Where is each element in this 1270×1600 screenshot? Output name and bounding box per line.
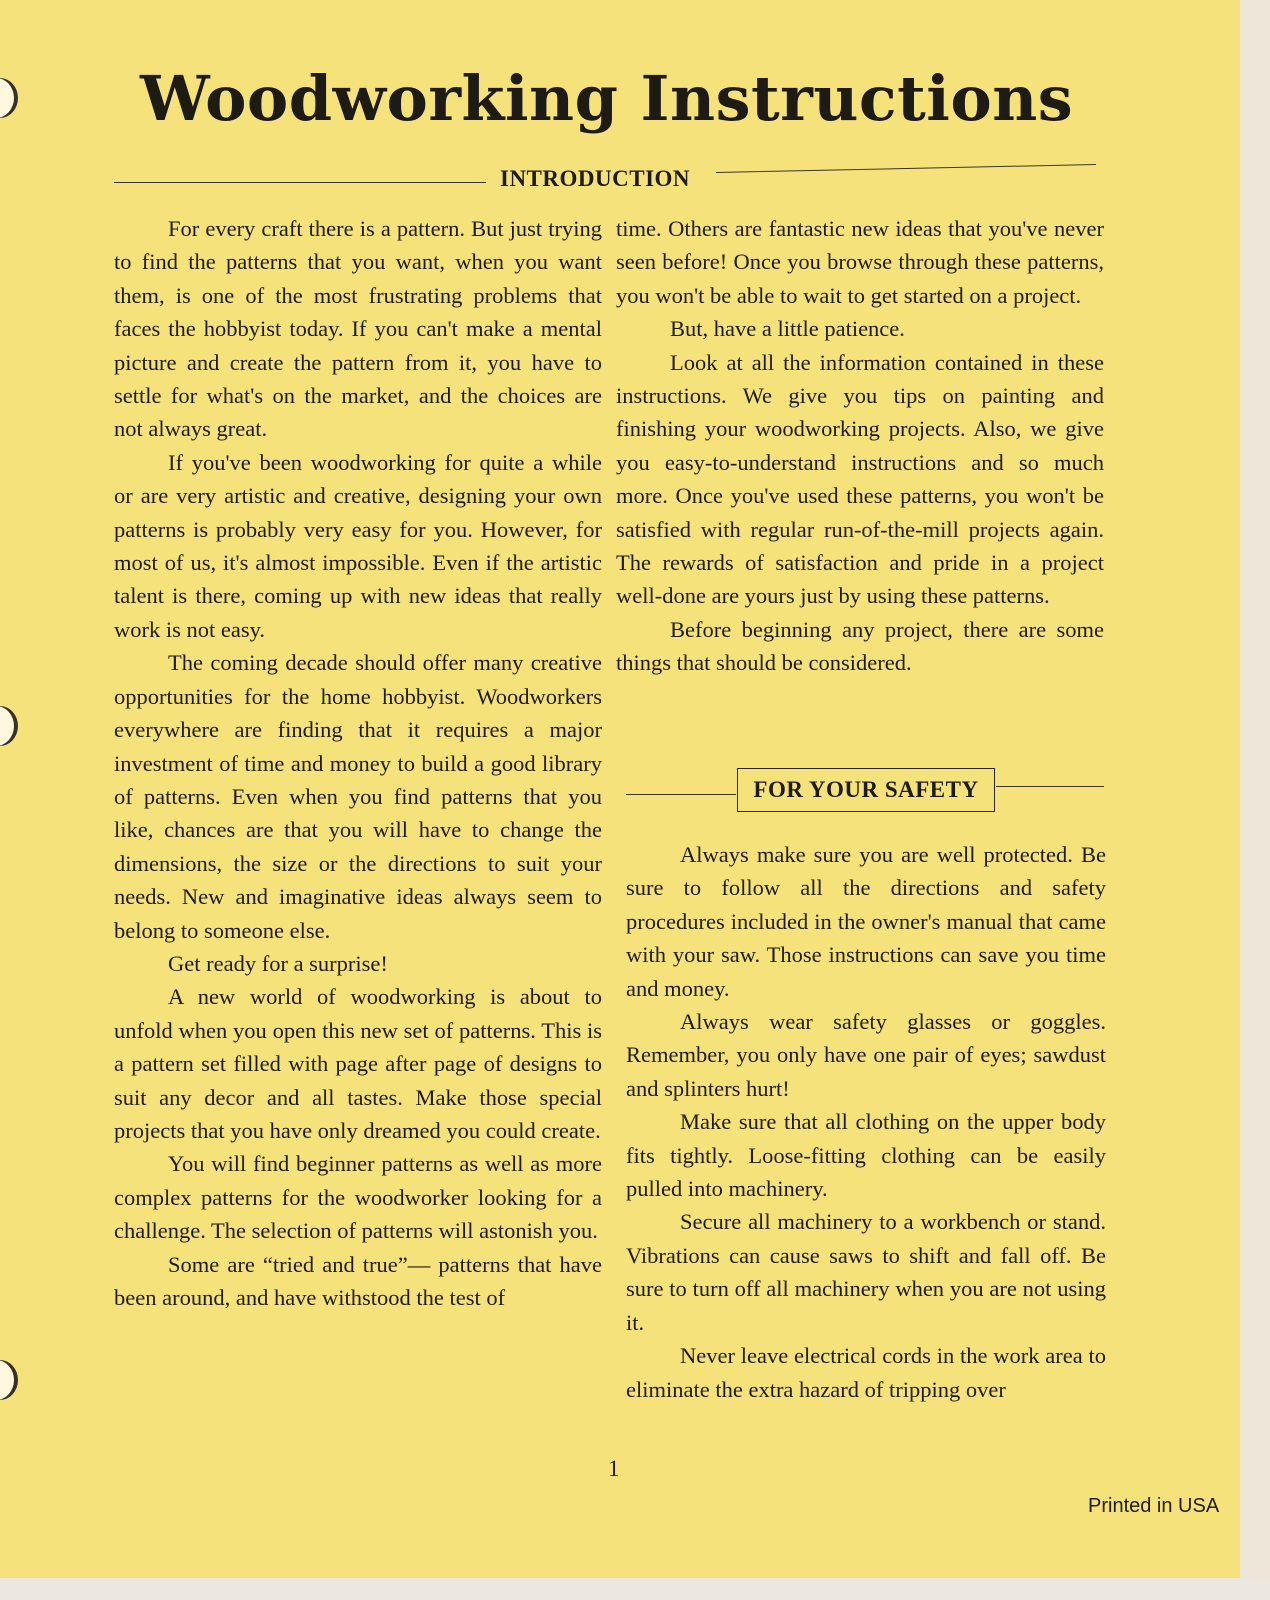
left-column [114, 212, 602, 1314]
paragraph: Always make sure you are well protected. Be sure to follow all the directions and safety procedures included in the owner's manual that came with your saw. Those instructions can save you time and money. [626, 842, 1106, 1001]
paragraph: If you've been woodworking for quite a while or are very artistic and creative, designing your own patterns is probably very easy for you. However, for most of us, it's almost impossible. Even if the artistic talent is there, coming up with new ideas that really work is not easy. [114, 449, 602, 642]
safety-heading: FOR YOUR SAFETY [737, 768, 995, 812]
paragraph: Secure all machinery to a workbench or stand. Vibrations can cause saws to shift and fall off. Be sure to turn off all machinery when you are not using it. [626, 1209, 1106, 1335]
paragraph: Some are “tried and true”— patterns that have been around, and have withstood the test of [114, 1251, 602, 1310]
paragraph: Make sure that all clothing on the upper body fits tightly. Loose-fitting clothing can be easily pulled into machinery. [626, 1109, 1106, 1202]
page-number: 1 [608, 1456, 620, 1481]
paragraph: You will find beginner patterns as well as more complex patterns for the woodworker looking for a challenge. The selection of patterns will astonish you. [114, 1151, 602, 1244]
paragraph: The coming decade should offer many creative opportunities for the home hobbyist. Woodworkers everywhere are finding that it requires a major investment of time and money to build a good library of patterns. Even when you find patterns that you like, chances are that you will have to change the dimensions, the size or the directions to suit your needs. New and imaginative ideas always seem to belong to someone else. [114, 650, 602, 943]
paragraph: time. Others are fantastic new ideas that you've never seen before! Once you browse through these patterns, you won't be able to wait to get started on a project. [616, 216, 1104, 308]
right-column-intro [616, 212, 1104, 680]
safety-rule-left [626, 794, 736, 795]
binder-sheet-edge [0, 1578, 1270, 1600]
intro-rule-right [716, 164, 1096, 173]
binder-hole [0, 78, 18, 118]
paragraph: Look at all the information contained in these instructions. We give you tips on painting and finishing your woodworking projects. Also, we give you easy-to-understand instructions and so much more. Once you've used these patterns, you won't be satisfied with regular run-of-the-mill projects again. The rewards of satisfaction and pride in a project well-done are yours just by using these patterns. [616, 349, 1104, 609]
page-edge [1240, 0, 1270, 1600]
paragraph: For every craft there is a pattern. But just trying to find the patterns that you want, when you want them, is one of the most frustrating problems that faces the hobbyist today. If you can't make a mental picture and create the pattern from it, you have to settle for what's on the market, and the choices are not always great. [114, 216, 602, 442]
paragraph: Before beginning any project, there are some things that should be considered. [616, 616, 1104, 676]
right-column-safety [626, 838, 1106, 1406]
binder-hole [0, 1360, 18, 1400]
page-title: Woodworking Instructions [140, 62, 1074, 135]
paragraph: Get ready for a surprise! [168, 950, 388, 976]
paragraph: But, have a little patience. [670, 316, 905, 342]
paragraph: Always wear safety glasses or goggles. Remember, you only have one pair of eyes; sawdust and splinters hurt! [626, 1009, 1106, 1101]
introduction-heading: INTRODUCTION [500, 166, 691, 191]
printed-footer: Printed in USA [1088, 1495, 1220, 1517]
paragraph: A new world of woodworking is about to unfold when you open this new set of patterns. This is a pattern set filled with page after page of designs to suit any decor and all tastes. Make those special projects that you have only dreamed you could create. [114, 984, 602, 1143]
binder-hole [0, 706, 18, 746]
safety-rule-right [996, 786, 1104, 787]
intro-rule-left [114, 182, 486, 183]
paragraph: Never leave electrical cords in the work area to eliminate the extra hazard of tripping over [626, 1343, 1106, 1402]
